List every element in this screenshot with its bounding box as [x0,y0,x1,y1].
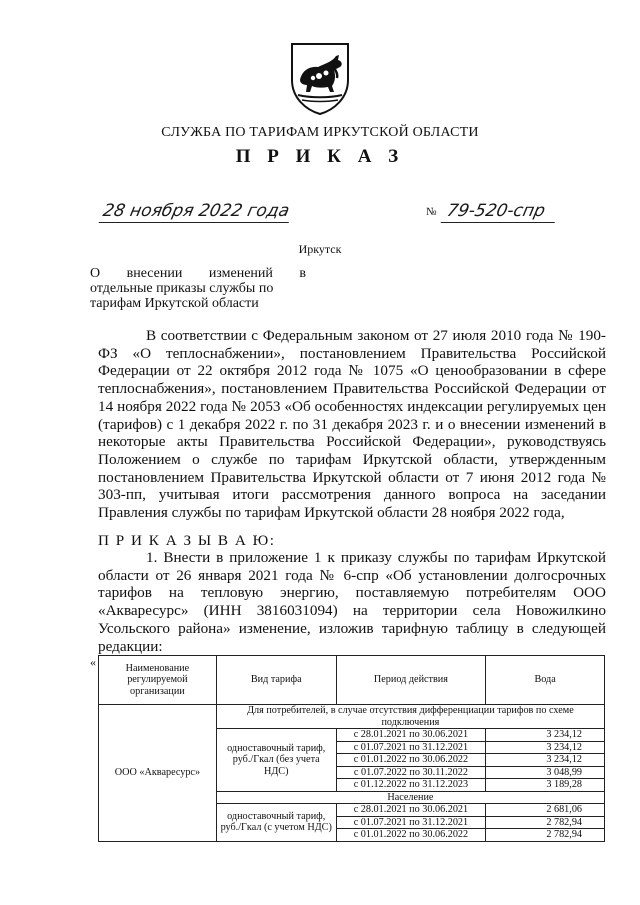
period-cell: с 28.01.2021 по 30.06.2021 [336,804,486,817]
value-cell: 2 782,94 [486,829,605,842]
header-water: Вода [486,656,605,705]
preamble-paragraph: В соответствии с Федеральным законом от 27 июля 2010 года № 190-ФЗ «О теплоснабжении», постановлением Правительства Российской Федерации от 22 октября 2012 года № 1075 «О ценообразовании в сфере теплоснабжения», постановлением Правительства Российской Федерации от 14 ноября 2022 года № 2053 «Об особенностях индексации регулируемых цен (тарифов) с 1 декабря 2022 г. по 31 декабря 2023 г. и о внесении изменений в некоторые акты Правительства Российской Федерации», руководствуясь Положением о службе по тарифам Иркутской области, утвержденным постановлением Правительства Иркутской области от 7 июня 2012 года № 303-пп, учитывая итоги рассмотрения данного вопроса на заседании Правления службы по тарифам Иркутской области 28 ноября 2022 года, [98,327,606,522]
value-cell: 2 782,94 [486,816,605,829]
subject-line-2: отдельные приказы службы по [90,281,274,296]
tariff-table [98,655,605,842]
value-cell: 2 681,06 [486,804,605,817]
order-word: П Р И К А З Ы В А Ю: [98,532,276,549]
value-cell: 3 189,28 [486,779,605,792]
subject-word: внесении [126,266,183,281]
city-name: Иркутск [298,242,342,256]
number-label: № [426,206,437,218]
subject-word: в [299,266,306,281]
subject-line-3: тарифам Иркутской области [90,296,259,311]
subject-word: изменений [208,266,273,281]
handwritten-order-number: 79-520-спр [441,201,559,223]
opening-quote-mark: « [90,655,96,669]
tariff-type-cell: одноставочный тариф, руб./Гкал (без учета НДС) [216,729,336,792]
order-subject [90,266,306,311]
table-row [99,705,605,729]
tariff-type-cell: одноставочный тариф, руб./Гкал (с учетом НДС) [216,804,336,842]
period-cell: с 01.01.2022 по 30.06.2022 [336,829,486,842]
period-cell: с 28.01.2021 по 30.06.2021 [336,729,486,742]
header-org: Наименование регулируемой организации [99,656,217,705]
value-cell: 3 234,12 [486,729,605,742]
period-cell: с 01.07.2021 по 31.12.2021 [336,816,486,829]
organization-cell: ООО «Акваресурс» [99,705,217,842]
handwritten-date: 28 ноября 2022 года [99,201,294,223]
header-tariff-type: Вид тарифа [216,656,336,705]
group-title: Население [216,791,604,804]
header-period: Период действия [336,656,486,705]
value-cell: 3 234,12 [486,754,605,767]
organization-name: СЛУЖБА ПО ТАРИФАМ ИРКУТСКОЙ ОБЛАСТИ [161,125,479,140]
group-title: Для потребителей, в случае отсутствия дифференциации тарифов по схеме подключения [216,705,604,729]
coat-of-arms-icon [288,40,352,116]
value-cell: 3 234,12 [486,741,605,754]
order-item-1: 1. Внести в приложение 1 к приказу службы по тарифам Иркутской области от 26 января 2021 года № 6-спр «Об установлении долгосрочных тарифов на тепловую энергию, поставляемую потребителям ООО «Акваресурс» (ИНН 3816031094) на территории села Новожилкино Усольского района» изменение, изложив тарифную таблицу в следующей редакции: [98,549,606,655]
period-cell: с 01.07.2022 по 30.11.2022 [336,766,486,779]
subject-line-1 [90,266,306,281]
period-cell: с 01.01.2022 по 30.06.2022 [336,754,486,767]
period-cell: с 01.12.2022 по 31.12.2023 [336,779,486,792]
subject-word: О [90,266,101,281]
period-cell: с 01.07.2021 по 31.12.2021 [336,741,486,754]
document-type-title: П Р И К А З [235,146,405,167]
table-header-row [99,656,605,705]
value-cell: 3 048,99 [486,766,605,779]
